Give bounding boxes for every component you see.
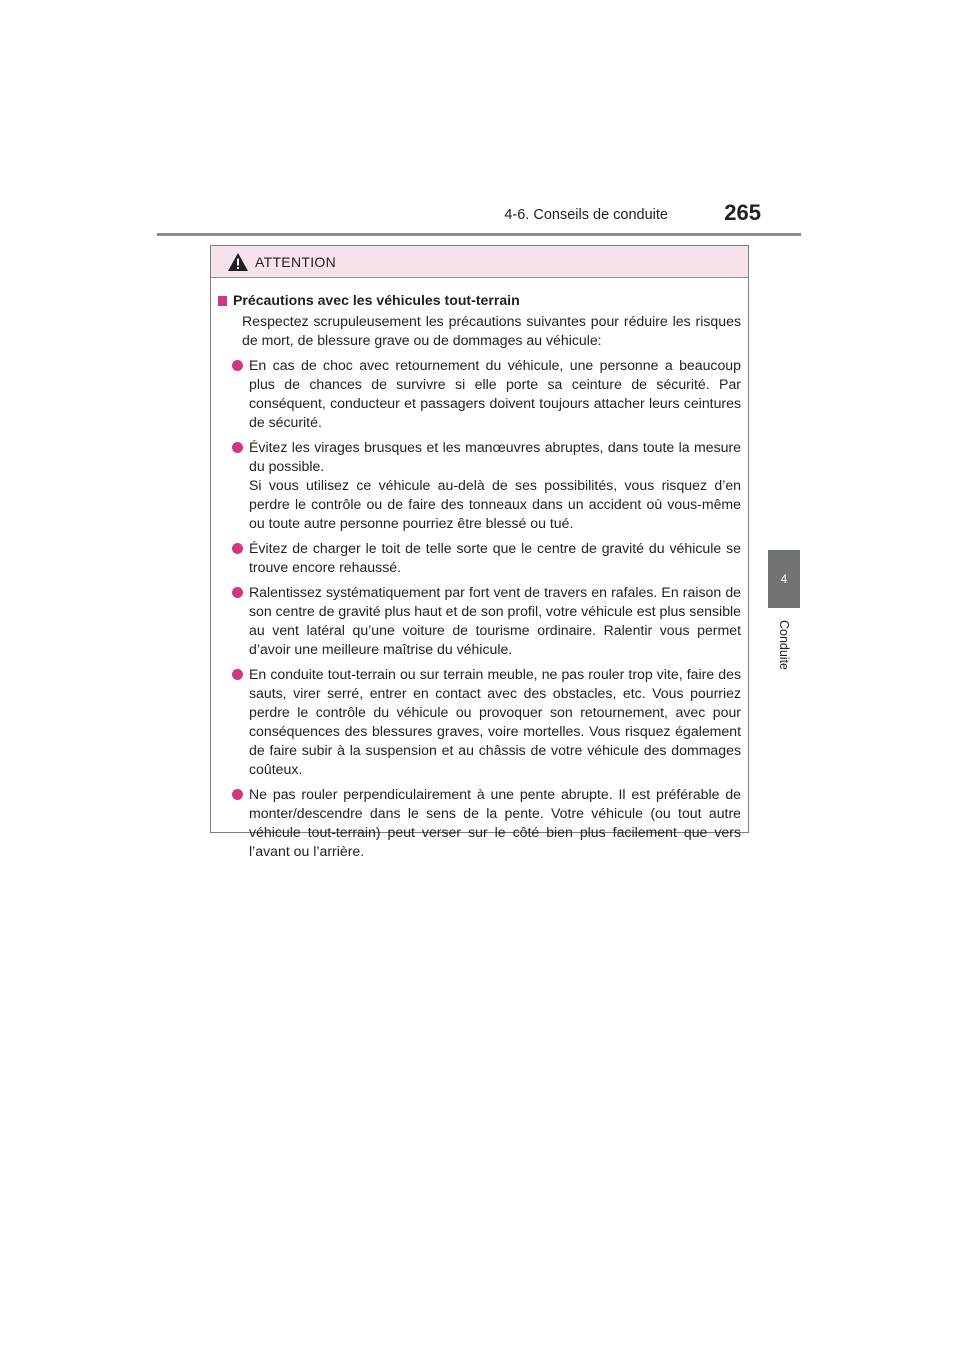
list-item-text [249, 665, 741, 779]
square-bullet-icon [218, 296, 227, 306]
list-item-paragraph: Évitez de charger le toit de telle sorte que le centre de gravité du véhicule se trouve encore rehaussé. [249, 540, 741, 575]
chapter-label: Conduite [777, 619, 791, 671]
list-item-text [249, 438, 741, 533]
list-item-text [249, 356, 741, 432]
bullet-dot-icon [232, 587, 243, 598]
list-item-text [249, 539, 741, 577]
list-item-paragraph: Ne pas rouler perpendiculairement à une pente abrupte. Il est préférable de monter/descendre dans le sens de la pente. Votre véhicule (ou tout autre véhicule tout-terrain) peut verser sur le côté bien plus facilement que vers l’avant ou l’arrière. [249, 786, 741, 859]
bullet-dot-icon [232, 442, 243, 453]
list-item-paragraph: Si vous utilisez ce véhicule au-delà de ses possibilités, vous risquez d’en perdre le contrôle ou de faire des tonneaux dans un accident où vous-même ou toute autre personne pourriez être blessé ou tué. [249, 477, 741, 531]
list-item-text [249, 785, 741, 861]
list-item-paragraph: En cas de choc avec retournement du véhicule, une personne a beaucoup plus de chances de survivre si elle porte sa ceinture de sécurité. Par conséquent, conducteur et passagers doivent toujours attacher leurs ceintures de sécurité. [249, 357, 741, 430]
list-item [249, 583, 741, 659]
list-item [249, 665, 741, 779]
warning-triangle-icon [227, 252, 249, 272]
list-item [249, 539, 741, 577]
warning-box [210, 245, 749, 859]
warning-intro: Respectez scrupuleusement les précautions suivantes pour réduire les risques de mort, de blessure grave ou de dommages au véhicule: [242, 313, 741, 348]
list-item-paragraph: Ralentissez systématiquement par fort vent de travers en rafales. En raison de son centre de gravité plus haut et de son profil, votre véhicule est plus sensible au vent latéral qu’une voiture de tourisme ordinaire. Ralentir vous permet d’avoir une meilleure maîtrise du véhicule. [249, 584, 742, 657]
list-item-paragraph: Évitez les virages brusques et les manœuvres abruptes, dans toute la mesure du possible. [249, 439, 741, 474]
section-title-text: Précautions avec les véhicules tout-terrain [233, 292, 520, 308]
chapter-number: 4 [780, 572, 788, 586]
list-item-text [249, 583, 741, 659]
list-item [249, 438, 741, 533]
header-divider [157, 233, 801, 236]
chapter-tab [768, 550, 800, 608]
list-item [249, 785, 741, 861]
section-heading: 4-6. Conseils de conduite [504, 207, 668, 223]
warning-body [211, 278, 748, 861]
list-item-paragraph: En conduite tout-terrain ou sur terrain meuble, ne pas rouler trop vite, faire des sauts, virer serré, entrer en contact avec des obstacles, etc. Vous pourriez perdre le contrôle du véhicule ou provoquer son retournement, avec pour conséquences des blessures graves, voire mortelles. Vous risquez également de faire subir à la suspension et au châssis de votre véhicule des dommages coûteux. [249, 666, 741, 777]
bullet-dot-icon [232, 669, 243, 680]
page-number: 265 [724, 200, 761, 225]
warning-section-title [218, 291, 741, 310]
warning-list [218, 356, 741, 861]
warning-header [211, 246, 748, 278]
bullet-dot-icon [232, 543, 243, 554]
bullet-dot-icon [232, 360, 243, 371]
bullet-dot-icon [232, 789, 243, 800]
warning-title: ATTENTION [255, 254, 336, 270]
list-item [249, 356, 741, 432]
